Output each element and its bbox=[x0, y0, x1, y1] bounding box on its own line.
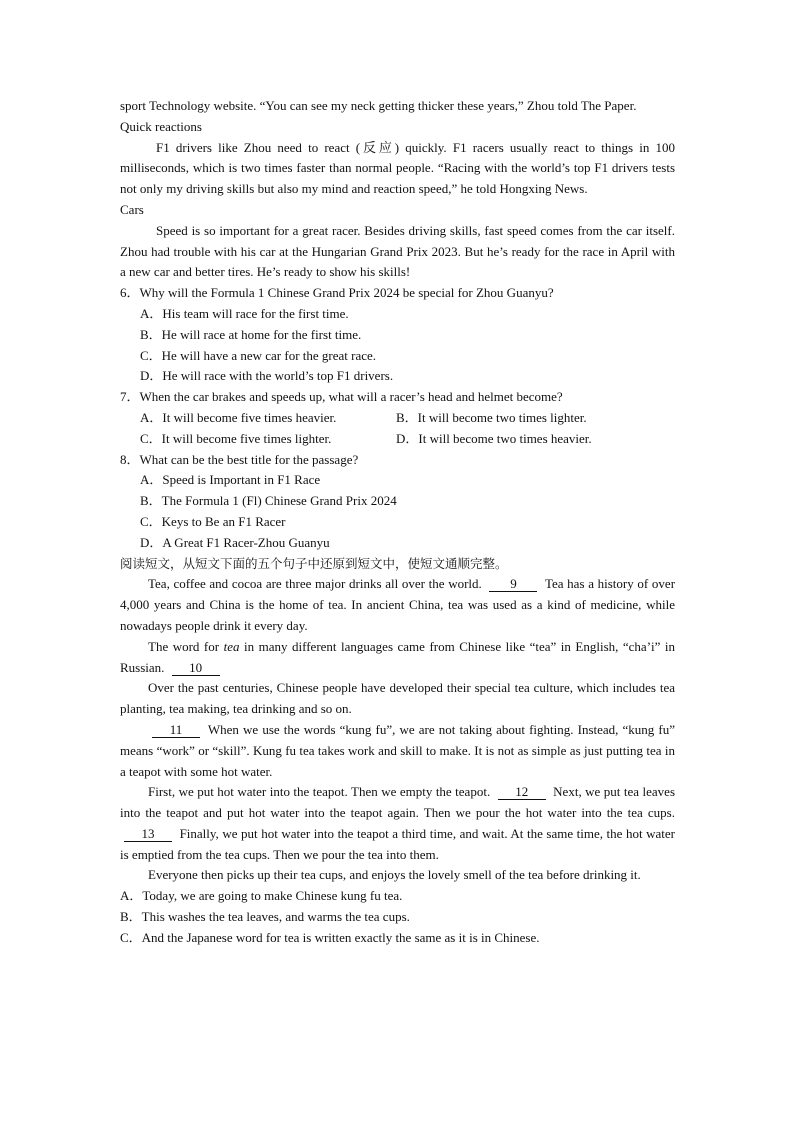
paragraph-steps-a: First, we put hot water into the teapot. Then we empty the teapot. bbox=[148, 784, 491, 800]
question-7-option-d: D．It will become two times heavier. bbox=[396, 430, 592, 446]
question-6-option-b: B．He will race at home for the first time. bbox=[140, 326, 362, 342]
question-7-options-row-2 bbox=[120, 429, 675, 450]
paragraph-steps-b: Next, we put tea leaves into the teapot and put hot water into the teapot again. Then we pour the hot water into the tea cups. bbox=[120, 784, 675, 821]
paragraph-cars: Speed is so important for a great racer. Besides driving skills, fast speed comes from the car itself. Zhou had trouble with his car at the Hungarian Grand Prix 2023. But he’s ready for the race in April with a new car and better tires. He’s ready to show his skills! bbox=[120, 222, 675, 280]
paragraph-tea-word bbox=[120, 637, 675, 679]
paragraph-kung-fu bbox=[120, 720, 675, 782]
question-8-stem: 8．What can be the best title for the passage? bbox=[120, 451, 359, 467]
paragraph-tea-intro-a: Tea, coffee and cocoa are three major drinks all over the world. bbox=[148, 576, 482, 592]
paragraph-steps bbox=[120, 782, 675, 865]
question-8-option-d: D．A Great F1 Racer-Zhou Guanyu bbox=[140, 534, 330, 550]
blank-12: 12 bbox=[498, 784, 546, 800]
paragraph-ending: Everyone then picks up their tea cups, and enjoys the lovely smell of the tea before drinking it. bbox=[148, 867, 641, 883]
question-8-option-c: C．Keys to Be an F1 Racer bbox=[140, 513, 286, 529]
paragraph-tea-word-b: in many different languages came from Chinese like “tea” in English, “cha’i” in Russian. bbox=[120, 638, 676, 675]
blank-10: 10 bbox=[172, 660, 220, 676]
heading-quick-reactions: Quick reactions bbox=[120, 118, 202, 134]
question-7-option-a: A．It will become five times heavier. bbox=[140, 409, 337, 425]
blank-11: 11 bbox=[152, 722, 200, 738]
question-6-option-a: A．His team will race for the first time. bbox=[140, 305, 349, 321]
document-page bbox=[120, 96, 675, 949]
question-8-option-b: B．The Formula 1 (Fl) Chinese Grand Prix 2024 bbox=[140, 493, 397, 509]
section-instruction: 阅读短文，从短文下面的五个句子中还原到短文中，使短文通顺完整。 bbox=[120, 555, 508, 571]
question-8-option-a: A．Speed is Important in F1 Race bbox=[140, 472, 321, 488]
choice-b: B．This washes the tea leaves, and warms the tea cups. bbox=[120, 909, 410, 925]
choice-a: A．Today, we are going to make Chinese kung fu tea. bbox=[120, 888, 403, 904]
heading-cars: Cars bbox=[120, 201, 144, 217]
passage-continuation: sport Technology website. “You can see my neck getting thicker these years,” Zhou told The Paper. bbox=[120, 98, 637, 113]
question-7-stem: 7．When the car brakes and speeds up, what will a racer’s head and helmet become? bbox=[120, 389, 563, 405]
blank-9: 9 bbox=[489, 576, 537, 592]
paragraph-tea-intro-b: Tea has a history of over 4,000 years and China is the home of tea. In ancient China, tea was used as a kind of medicine, while nowadays people drink it every day. bbox=[120, 576, 676, 633]
question-7-option-c: C．It will become five times lighter. bbox=[140, 430, 332, 446]
choice-c: C．And the Japanese word for tea is written exactly the same as it is in Chinese. bbox=[120, 929, 540, 945]
question-7-options-row-1 bbox=[120, 408, 675, 429]
paragraph-tea-intro bbox=[120, 574, 675, 636]
blank-13: 13 bbox=[124, 826, 172, 842]
paragraph-reactions: F1 drivers like Zhou need to react (反应) quickly. F1 racers usually react to things in 100 milliseconds, which is two times faster than normal people. “Racing with the world’s top F1 drivers tests not only my driving skills but also my mind and reaction speed,” he told Hongxing News. bbox=[120, 139, 675, 197]
paragraph-tea-word-a: The word for bbox=[148, 638, 220, 654]
paragraph-kung-fu-text: When we use the words “kung fu”, we are not taking about fighting. Instead, “kung fu” means “work” or “skill”. Kung fu tea takes work and skill to make. It is not as simple as just putting tea in a teapot with some hot water. bbox=[120, 721, 675, 779]
question-6-option-c: C．He will have a new car for the great race. bbox=[140, 347, 377, 363]
question-7-option-b: B．It will become two times lighter. bbox=[396, 409, 587, 425]
paragraph-tea-culture: Over the past centuries, Chinese people have developed their special tea culture, which includes tea planting, tea making, tea drinking and so on. bbox=[120, 680, 675, 717]
question-6-option-d: D．He will race with the world’s top F1 drivers. bbox=[140, 368, 394, 384]
tea-italic-word: tea bbox=[223, 638, 240, 654]
paragraph-steps-c: Finally, we put hot water into the teapot a third time, and wait. At the same time, the hot water is emptied from the tea cups. Then we pour the tea into them. bbox=[120, 825, 676, 862]
question-6-stem: 6．Why will the Formula 1 Chinese Grand Prix 2024 be special for Zhou Guanyu? bbox=[120, 285, 554, 301]
